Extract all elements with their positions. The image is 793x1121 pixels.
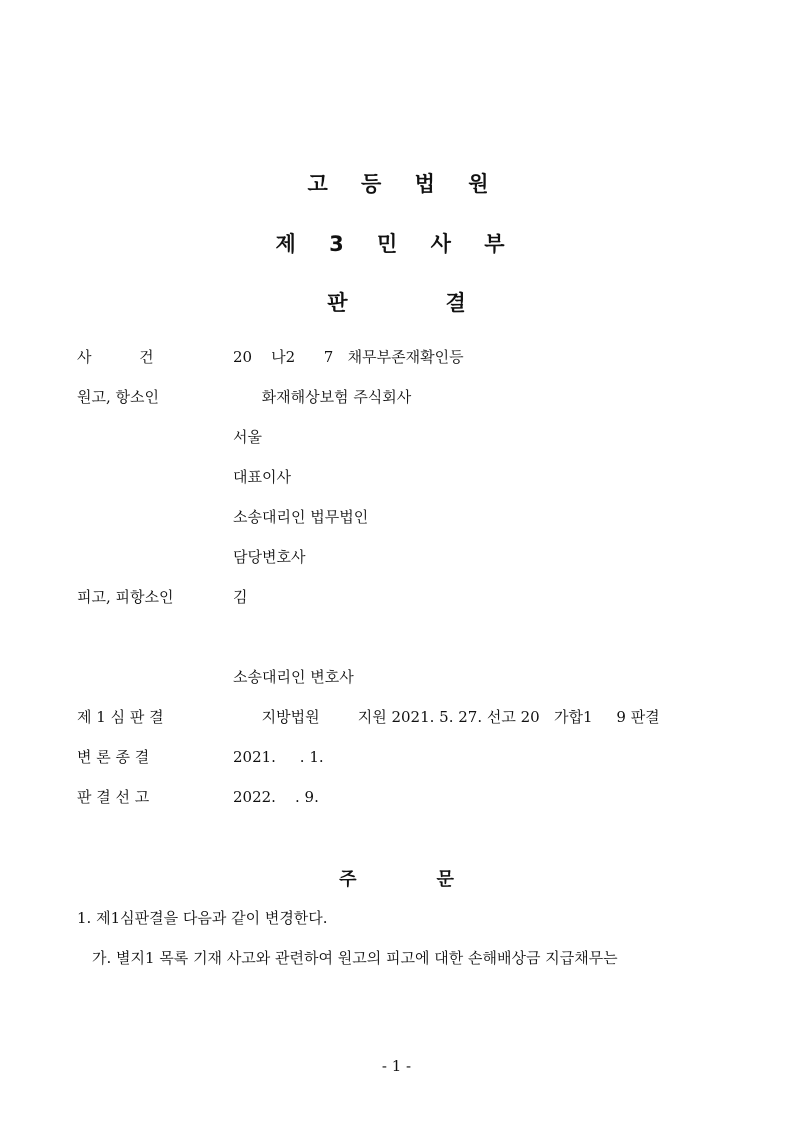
defendant-counsel: 소송대리인 변호사 — [233, 668, 354, 686]
plaintiff-counsel-attorney: 담당변호사 — [233, 548, 306, 566]
ruling-date-value: 2022. . 9. — [233, 788, 319, 806]
first-instance-value: 지방법원 지원 2021. 5. 27. 선고 20 가합1 9 판결 — [233, 708, 660, 726]
plaintiff-representative: 대표이사 — [233, 468, 291, 486]
page-number: - 1 - — [381, 1057, 412, 1075]
order-heading-right: 문 — [436, 869, 454, 890]
court-name: 고 등 법 원 — [307, 172, 502, 196]
document-title-right: 결 — [445, 291, 466, 315]
court-division: 제 3 민 사 부 — [275, 232, 518, 256]
plaintiff-value: 화재해상보험 주식회사 — [233, 388, 412, 406]
first-instance-label: 제 1 심 판 결 — [77, 708, 164, 726]
plaintiff-address: 서울 — [233, 428, 262, 446]
plaintiff-counsel-firm: 소송대리인 법무법인 — [233, 508, 369, 526]
case-label: 사 건 — [77, 348, 154, 366]
order-heading — [0, 865, 793, 891]
hearing-end-label: 변 론 종 결 — [77, 748, 150, 766]
document-title-left: 판 — [327, 291, 348, 315]
order-item-1: 1. 제1심판결을 다음과 같이 변경한다. — [77, 909, 328, 927]
defendant-label: 피고, 피항소인 — [77, 588, 174, 606]
hearing-end-value: 2021. . 1. — [233, 748, 324, 766]
ruling-date-label: 판 결 선 고 — [77, 788, 150, 806]
document-title — [0, 287, 793, 317]
order-item-1a: 가. 별지1 목록 기재 사고와 관련하여 원고의 피고에 대한 손해배상금 지급채무는 — [92, 949, 618, 967]
plaintiff-label: 원고, 항소인 — [77, 388, 159, 406]
defendant-value: 김 — [233, 588, 248, 606]
case-value: 20 나2 7 채무부존재확인등 — [233, 348, 464, 366]
order-heading-left: 주 — [339, 869, 357, 890]
